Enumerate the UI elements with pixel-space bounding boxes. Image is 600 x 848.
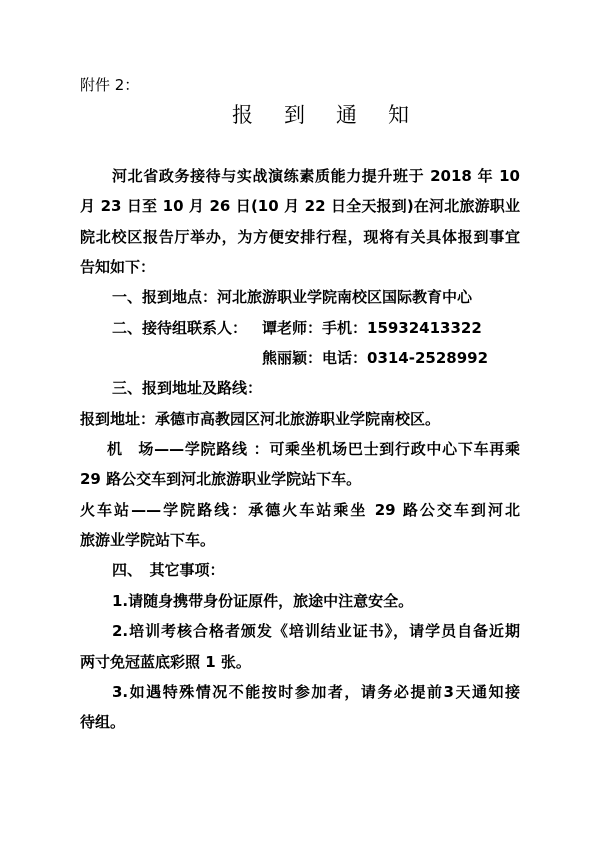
- document-title: 报 到 通 知: [232, 103, 414, 127]
- train-route-line: 火车站——学院路线：承德火车站乘坐 29 路公交车到河北: [80, 500, 520, 519]
- section-2-heading: 二、接待组联系人：: [112, 318, 248, 337]
- note-1-line: 1.请随身携带身份证原件，旅途中注意安全。: [112, 591, 414, 610]
- intro-line: 月 23 日至 10 月 26 日(10 月 22 日全天报到)在河北旅游职业: [80, 197, 520, 216]
- annex-label: 附件 2：: [80, 76, 140, 94]
- airport-route-line: 29 路公交车到河北旅游职业学院站下车。: [80, 470, 362, 489]
- intro-line: 院北校区报告厅举办，为方便安排行程，现将有关具体报到事宜: [80, 227, 520, 246]
- note-2-line: 2.培训考核合格者颁发《培训结业证书》，请学员自备近期: [112, 622, 520, 641]
- intro-line: 河北省政务接待与实战演练素质能力提升班于 2018 年 10: [112, 167, 520, 185]
- section-3-heading: 三、报到地址及路线：: [112, 379, 263, 398]
- registration-address: 报到地址：承德市高教园区河北旅游职业学院南校区。: [80, 409, 441, 428]
- airport-route-line: 机 场——学院路线 ：可乘坐机场巴士到行政中心下车再乘: [107, 440, 520, 459]
- section-1-location: 一、报到地点：河北旅游职业学院南校区国际教育中心: [112, 288, 473, 307]
- note-3-line: 3.如遇特殊情况不能按时参加者，请务必提前3天通知接: [112, 682, 520, 701]
- contact-xiong: 熊丽颖：电话：0314-2528992: [262, 349, 489, 368]
- section-4-heading: 四、 其它事项：: [112, 561, 225, 580]
- note-3-line: 待组。: [80, 713, 126, 732]
- intro-line: 告知如下：: [80, 258, 156, 277]
- section-2-contacts: [80, 313, 520, 343]
- document-body: [80, 161, 520, 738]
- note-2-line: 两寸免冠蓝底彩照 1 张。: [80, 652, 251, 671]
- contact-tan: 谭老师：手机：15932413322: [262, 318, 482, 337]
- train-route-line: 旅游业学院站下车。: [80, 531, 216, 550]
